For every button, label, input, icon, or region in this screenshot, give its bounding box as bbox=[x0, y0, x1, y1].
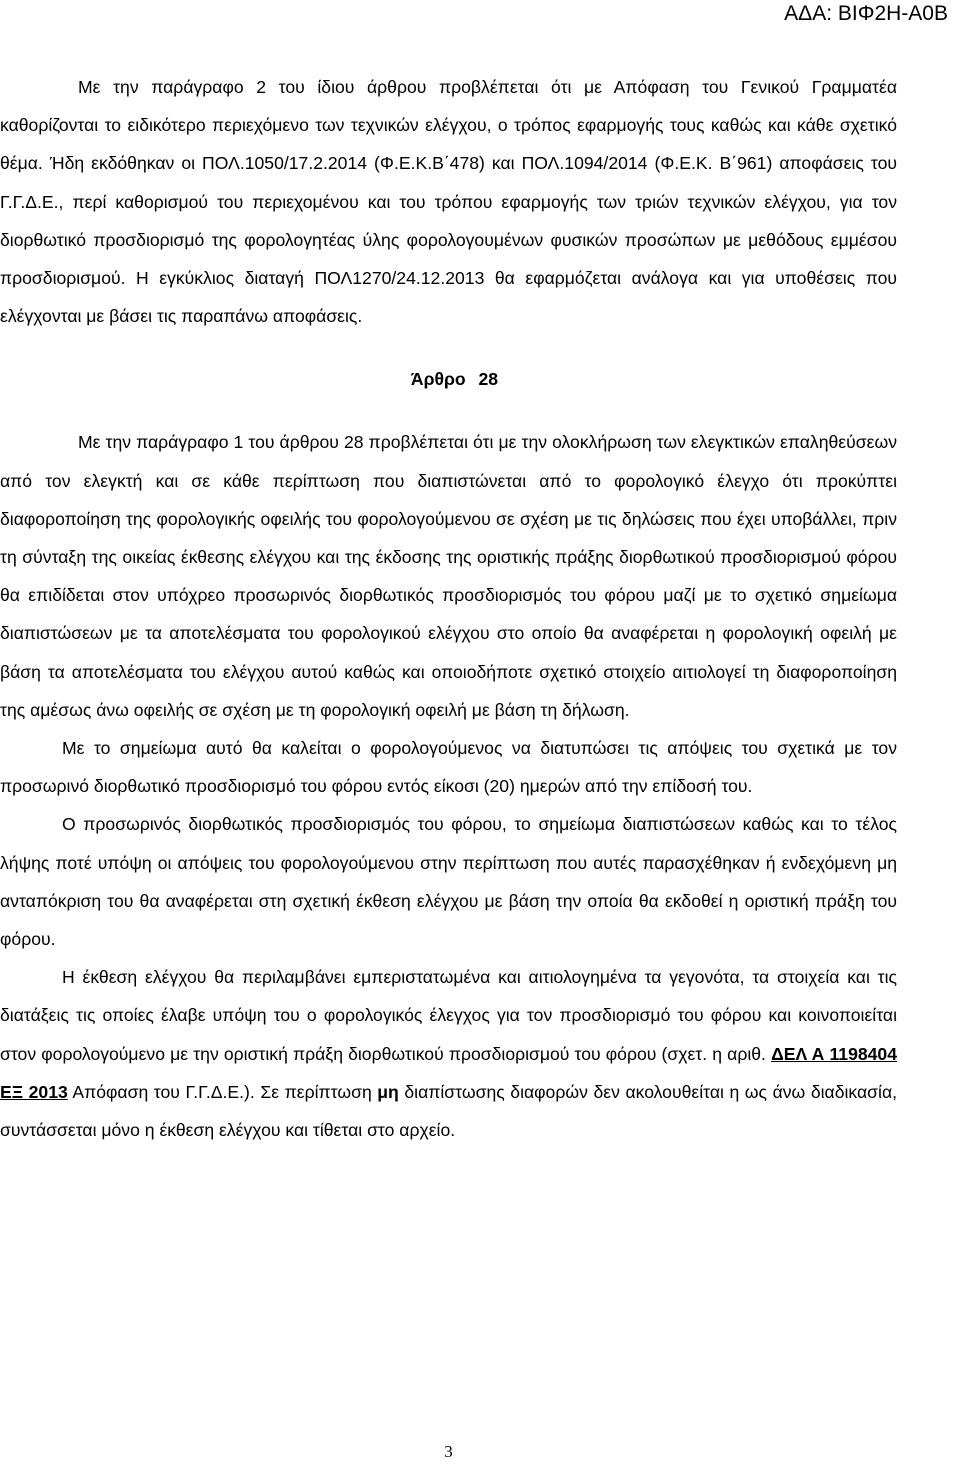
paragraph-intro: Με την παράγραφο 2 του ίδιου άρθρου προβλέπεται ότι με Απόφαση του Γενικού Γραμματέα καθορίζονται το ειδικότερο περιεχόμενο των τεχνικών ελέγχου, ο τρόπος εφαρμογής τους καθώς και κάθε σχετικό θέμα. Ήδη εκδόθηκαν οι ΠΟΛ.1050/17.2.2014 (Φ.Ε.Κ.Β΄478) και ΠΟΛ.1094/2014 (Φ.Ε.Κ. Β΄961) αποφάσεις του Γ.Γ.Δ.Ε., περί καθορισμού του περιεχομένου και του τρόπου εφαρμογής των τριών τεχνικών ελέγχου, για τον διορθωτικό προσδιορισμό της φορολογητέας ύλης φορολογουμένων φυσικών προσώπων με μεθόδους εμμέσου προσδιορισμού. Η εγκύκλιος διαταγή ΠΟΛ1270/24.12.2013 θα εφαρμόζεται ανάλογα και για υποθέσεις που ελέγχονται με βάσει τις παραπάνω αποφάσεις. bbox=[0, 77, 897, 327]
page-number: 3 bbox=[444, 1442, 453, 1461]
paragraph-article-28: Με την παράγραφο 1 του άρθρου 28 προβλέπεται ότι με την ολοκλήρωση των ελεγκτικών επαληθεύσεων από τον ελεγκτή και σε κάθε περίπτωση που διαπιστώνεται από το φορολογικό έλεγχο ότι προκύπτει διαφοροποίηση της φορολογικής οφειλής του φορολογούμενου σε σχέση με τις δηλώσεις που έχει υποβάλλει, πριν τη σύνταξη της οικείας έκθεσης ελέγχου και της έκδοσης της οριστικής πράξης διορθωτικού προσδιορισμού φόρου θα επιδίδεται στον υπόχρεο προσωρινός διορθωτικός προσδιορισμός του φόρου μαζί με το σχετικό σημείωμα διαπιστώσεων με τα αποτελέσματα του φορολογικού ελέγχου στο οποίο θα αναφέρεται η φορολογική οφειλή με βάση τα αποτελέσματα του ελέγχου αυτού καθώς και οποιοδήποτε σχετικό στοιχείο αιτιολογεί τη διαφοροποίηση της αμέσως άνω οφειλής σε σχέση με τη φορολογική οφειλή με βάση τη δήλωση. bbox=[0, 432, 897, 720]
paragraph-memo: Με το σημείωμα αυτό θα καλείται ο φορολογούμενος να διατυπώσει τις απόψεις του σχετικά με τον προσωρινό διορθωτικό προσδιορισμό του φόρου εντός είκοσι (20) ημερών από την επίδοσή του. bbox=[0, 738, 897, 797]
paragraph-audit-report-middle: Απόφαση του Γ.Γ.Δ.Ε.). Σε περίπτωση bbox=[67, 1081, 378, 1102]
ada-code: ΑΔΑ: ΒΙΦ2Η-Α0Β bbox=[784, 2, 948, 25]
decision-reference: ΔΕΛ Α 1198404 ΕΞ 2013 bbox=[0, 1043, 897, 1102]
emphasis-no: μη bbox=[377, 1081, 399, 1102]
article-heading-word: Άρθρο bbox=[410, 369, 466, 390]
paragraph-audit-report-end: διαπίστωσης διαφορών δεν ακολουθείται η ως άνω διαδικασία, συντάσσεται μόνο η έκθεση ελέγχου και τίθεται στο αρχείο. bbox=[0, 1081, 898, 1141]
article-heading-number: 28 bbox=[478, 369, 499, 390]
document-body bbox=[0, 68, 897, 1149]
paragraph-audit-report-start: Η έκθεση ελέγχου θα περιλαμβάνει εμπεριστατωμένα και αιτιολογημένα τα γεγονότα, τα στοιχεία και τις διατάξεις τις οποίες έλαβε υπόψη του ο φορολογικός έλεγχος για τον προσδιορισμό του φόρου και κοινοποιείται στον φορολογούμενο με την οριστική πράξη διορθωτικού προσδιορισμού του φόρου (σχετ. η αριθ. bbox=[0, 967, 897, 1064]
article-heading bbox=[0, 364, 897, 394]
paragraph-provisional: Ο προσωρινός διορθωτικός προσδιορισμός του φόρου, το σημείωμα διαπιστώσεων καθώς και το τέλος λήψης ποτέ υπόψη οι απόψεις του φορολογούμενου στην περίπτωση που αυτές παρασχέθηκαν ή ενδεχόμενη μη ανταπόκριση του θα αναφέρεται στη σχετική έκθεση ελέγχου με βάση την οποία θα εκδοθεί η οριστική πράξη του φόρου. bbox=[0, 814, 897, 950]
paragraph-audit-report bbox=[0, 958, 897, 1149]
